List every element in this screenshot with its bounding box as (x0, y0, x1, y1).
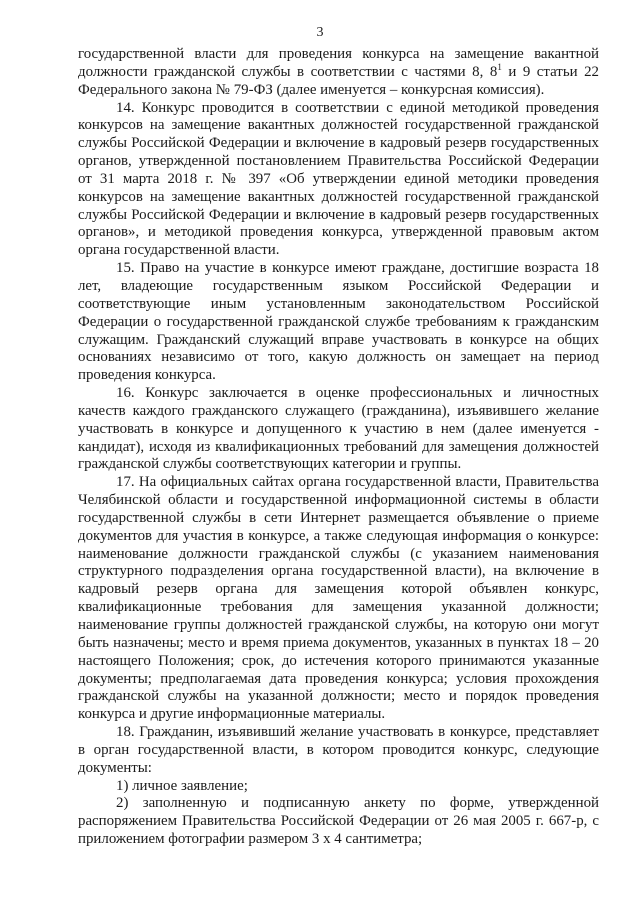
paragraph-16: 16. Конкурс заключается в оценке профессиональных и личностных качеств каждого гражданского служащего (гражданина), изъявившего желание участвовать в конкурсе и допущенного к участию в нем (далее именуется - кандидат), исходя из квалификационных требований для замещения должностей гражданской службы соответствующих категории и группы. (78, 385, 599, 473)
paragraph-17: 17. На официальных сайтах органа государственной власти, Правительства Челябинской области и государственной информационной системы в области государственной службы в сети Интернет размещается объявление о приеме документов для участия в конкурсе, а также следующая информация о конкурсе: наименование должности гражданской службы (с указанием наименования структурного подразделения органа государственной власти), на включение в кадровый резерв органа для замещения которой объявлен конкурс, квалификационные требования для замещения указанной должности; наименование группы должностей гражданской службы, на которую они могут быть назначены; место и время приема документов, указанных в пунктах 18 – 20 настоящего Положения; срок, до истечения которого принимаются указанные документы; предполагаемая дата проведения конкурса; условия прохождения гражданской службы на указанной должности; место и порядок проведения конкурса и другие информационные материалы. (78, 474, 599, 723)
paragraph-13-text-a: государственной власти для проведения конкурса на замещение вакантной должности гражданской службы в соответствии с частями 8, 8 (78, 46, 599, 80)
paragraph-18: 18. Гражданин, изъявивший желание участвовать в конкурсе, представляет в орган государственной власти, в котором проводится конкурс, следующие документы: (78, 724, 599, 776)
list-item-1: 1) личное заявление; (116, 777, 248, 794)
paragraph-13-continuation (78, 46, 599, 100)
page-number: 3 (316, 25, 324, 40)
paragraph-14: 14. Конкурс проводится в соответствии с единой методикой проведения конкурсов на замещение вакантных должностей государственной гражданской службы Российской Федерации и включение в кадровый резерв государственных органов, утвержденной постановлением Правительства Российской Федерации от 31 марта 2018 г. № 397 «Об утверждении единой методики проведения конкурсов на замещение вакантных должностей государственной гражданской службы Российской Федерации и включение в кадровый резерв государственных органов», и методикой проведения конкурса, утвержденной правовым актом органа государственной власти. (78, 99, 599, 259)
list-item-2: 2) заполненную и подписанную анкету по форме, утвержденной распоряжением Правительства Российской Федерации от 26 мая 2005 г. 667-р, с приложением фотографии размером 3 х 4 сантиметра; (78, 795, 599, 848)
paragraph-13-text-b: и 9 статьи 22 Федерального закона № 79-ФЗ (далее именуется – конкурсная комиссия). (78, 63, 599, 98)
paragraph-15: 15. Право на участие в конкурсе имеют граждане, достигшие возраста 18 лет, владеющие государственным языком Российской Федерации и соответствующие иным установленным законодательством Российской Федерации о государственной гражданской службе требованиям к гражданским служащим. Гражданский служащий вправе участвовать в конкурсе на общих основаниях независимо от того, какую должность он замещает на период проведения конкурса. (78, 260, 599, 384)
document-body (78, 46, 599, 849)
superscript-marker: 1 (497, 61, 502, 72)
